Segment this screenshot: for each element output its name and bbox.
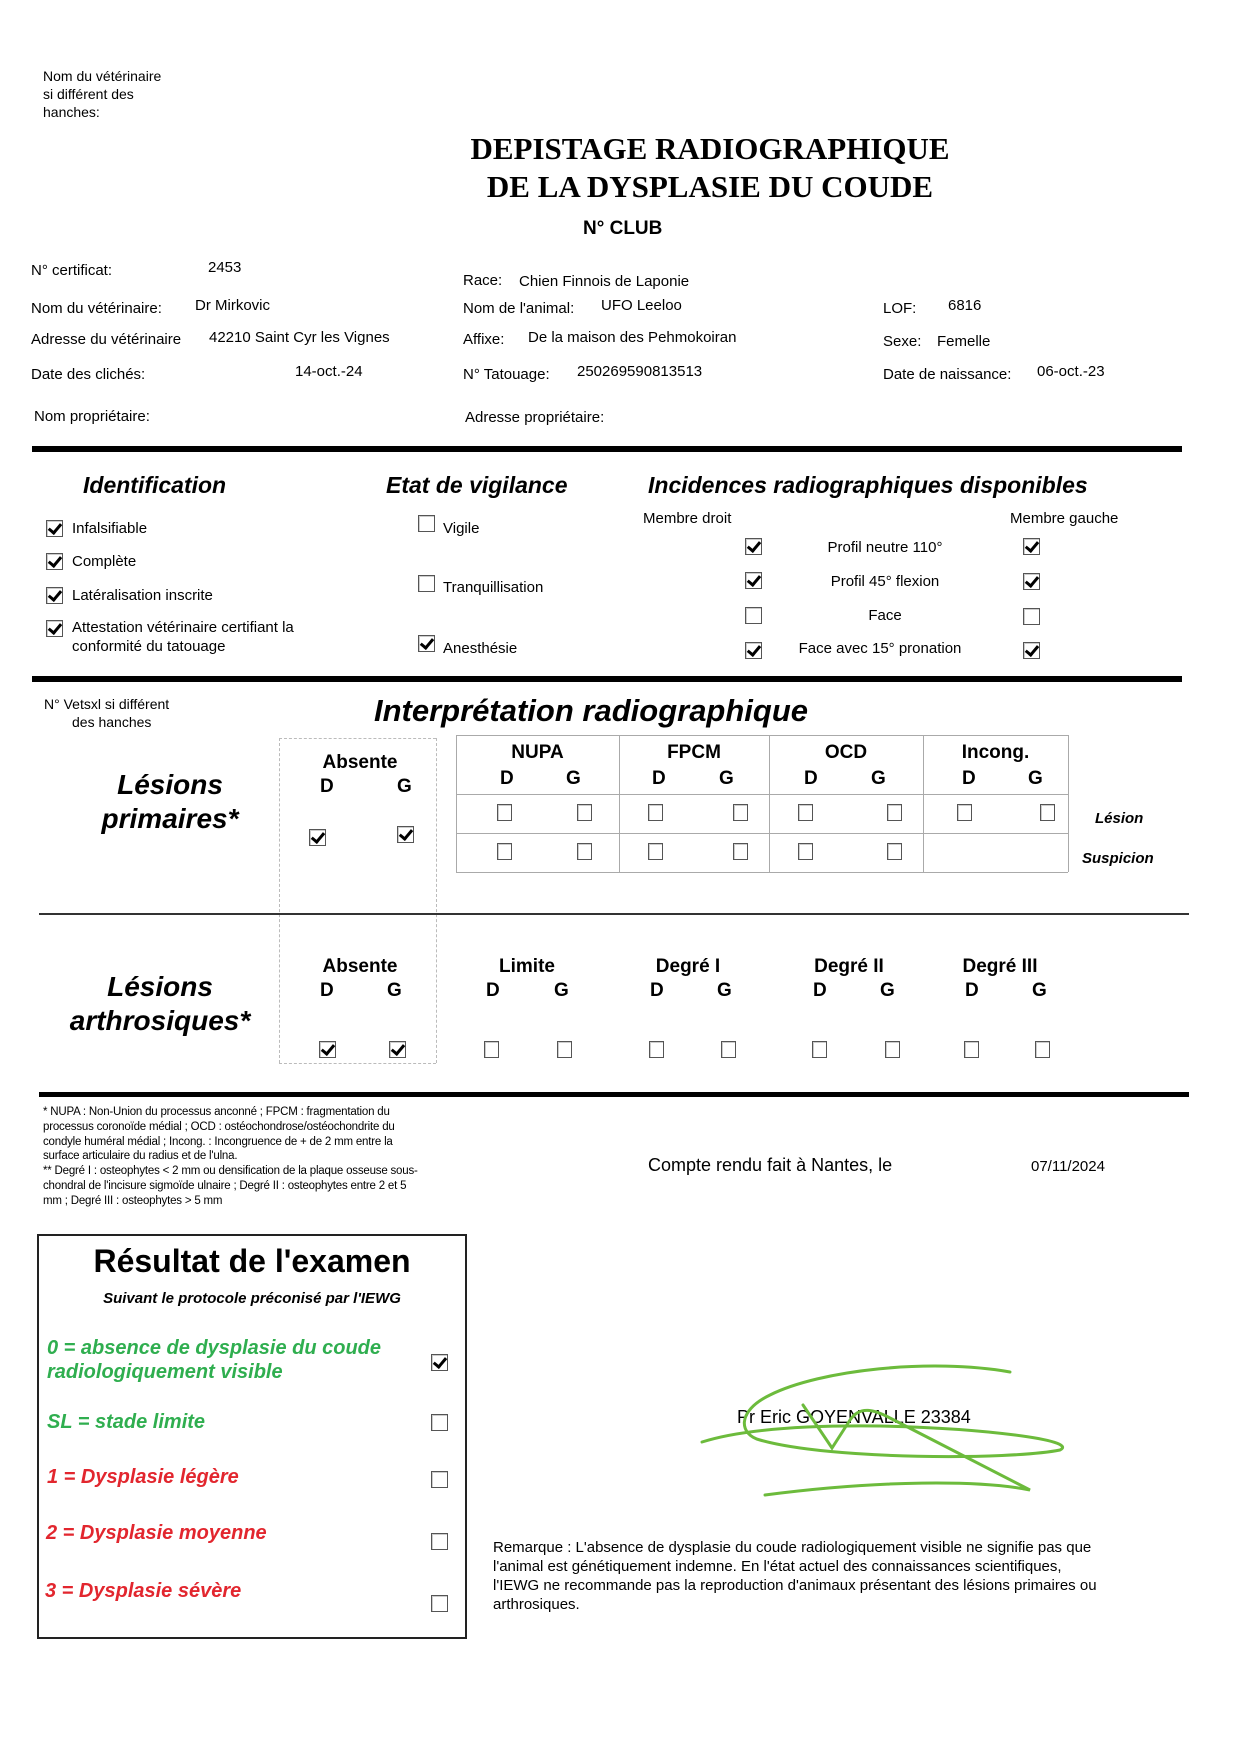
arthro-degre1-header: Degré I — [655, 956, 721, 977]
arthro-limite-g-checkbox[interactable] — [557, 1041, 572, 1058]
affixe-label: Affixe: — [463, 331, 505, 348]
fpcm-d-suspicion-checkbox[interactable] — [648, 843, 663, 860]
result-item-1: 1 = Dysplasie légère — [47, 1466, 239, 1488]
membre-droit-header: Membre droit — [643, 510, 732, 527]
nupa-g-lesion-checkbox[interactable] — [577, 804, 592, 821]
arthro-degre1-g-checkbox[interactable] — [721, 1041, 736, 1058]
infalsifiable-checkbox[interactable] — [46, 520, 63, 537]
fpcm-g: G — [719, 768, 734, 789]
compte-rendu-label: Compte rendu fait à Nantes, le — [648, 1155, 893, 1175]
adresse-vet-label: Adresse du vétérinaire — [31, 331, 182, 348]
divider — [39, 913, 1189, 915]
animal-label: Nom de l'animal: — [463, 300, 575, 317]
arthro-absente-d: D — [320, 980, 334, 1001]
interpretation-title: Interprétation radiographique — [374, 693, 809, 728]
complete-label: Complète — [72, 553, 137, 570]
lateralisation-label: Latéralisation inscrite — [72, 587, 213, 604]
arthro-limite-d-checkbox[interactable] — [484, 1041, 499, 1058]
remarque: Remarque : L'absence de dysplasie du coude radiologiquement visible ne signifie pas que l'animal est génétiquement indemne. En l'état actuel des connaissances scientifiques, l'IEWG ne recommande pas la reproduction d'animaux présentant des lésions primaires ou arthrosiques. — [493, 1539, 1097, 1613]
nupa-d-lesion-checkbox[interactable] — [497, 804, 512, 821]
result-1-checkbox[interactable] — [431, 1471, 448, 1488]
grid-row1 — [456, 794, 1068, 795]
lof-value: 6816 — [948, 297, 982, 314]
arthro-degre2-g: G — [880, 980, 895, 1001]
primaires-absente-d: D — [320, 776, 334, 797]
adresse-proprietaire-label: Adresse propriétaire: — [465, 409, 605, 426]
grid-top — [456, 735, 1068, 736]
lesion-row-label: Lésion — [1095, 810, 1144, 827]
lof-label: LOF: — [883, 300, 917, 317]
result-title: Résultat de l'examen — [93, 1243, 411, 1279]
sexe-value: Femelle — [937, 333, 991, 350]
adresse-vet-value: 42210 Saint Cyr les Vignes — [209, 329, 390, 346]
membre-gauche-header: Membre gauche — [1010, 510, 1119, 527]
arthro-degre3-d-checkbox[interactable] — [964, 1041, 979, 1058]
result-item-0: 0 = absence de dysplasie du coude radiologiquement visible — [47, 1337, 382, 1383]
page-title: DEPISTAGE RADIOGRAPHIQUE DE LA DYSPLASIE DU COUDE — [470, 131, 950, 204]
profil-neutre-label: Profil neutre 110° — [827, 539, 943, 556]
arthro-degre1-d-checkbox[interactable] — [649, 1041, 664, 1058]
result-sl-checkbox[interactable] — [431, 1414, 448, 1431]
nupa-d: D — [500, 768, 514, 789]
vigile-label: Vigile — [443, 520, 480, 537]
nupa-g: G — [566, 768, 581, 789]
infalsifiable-label: Infalsifiable — [72, 520, 148, 537]
nupa-header: NUPA — [511, 742, 564, 763]
arthro-absente-header: Absente — [322, 956, 398, 977]
date-cliches-value: 14-oct.-24 — [295, 363, 363, 380]
naissance-value: 06-oct.-23 — [1037, 363, 1105, 380]
animal-value: UFO Leeloo — [601, 297, 682, 314]
grid-row2 — [456, 833, 1068, 834]
divider — [32, 676, 1182, 682]
arthro-limite-header: Limite — [499, 956, 555, 977]
arthro-degre2-d: D — [813, 980, 827, 1001]
ocd-g-lesion-checkbox[interactable] — [887, 804, 902, 821]
arthro-degre3-header: Degré III — [962, 956, 1038, 977]
profil-neutre-gauche-checkbox[interactable] — [1023, 538, 1040, 555]
fpcm-header: FPCM — [667, 742, 721, 763]
ocd-d-lesion-checkbox[interactable] — [798, 804, 813, 821]
primaires-label: Lésions primaires* — [101, 769, 239, 834]
vet-note: Nom du vétérinaire si différent des hanches: — [43, 68, 162, 120]
attestation-label: Attestation vétérinaire certifiant la conformité du tatouage — [72, 619, 294, 655]
attestation-checkbox[interactable] — [46, 620, 63, 637]
face-pronation-droit-checkbox[interactable] — [745, 642, 762, 659]
fpcm-g-suspicion-checkbox[interactable] — [733, 843, 748, 860]
arthro-degre3-g-checkbox[interactable] — [1035, 1041, 1050, 1058]
grid-col4 — [1068, 735, 1069, 872]
result-item-3: 3 = Dysplasie sévère — [45, 1580, 242, 1602]
nupa-d-suspicion-checkbox[interactable] — [497, 843, 512, 860]
tranquillisation-checkbox[interactable] — [418, 575, 435, 592]
arthro-absente-d-checkbox[interactable] — [319, 1041, 336, 1058]
naissance-label: Date de naissance: — [883, 366, 1012, 383]
tranquillisation-label: Tranquillisation — [443, 579, 544, 596]
result-subtitle: Suivant le protocole préconisé par l'IEWG — [103, 1290, 401, 1307]
incong-header: Incong. — [961, 742, 1030, 763]
arthro-limite-d: D — [486, 980, 500, 1001]
result-0-checkbox[interactable] — [431, 1354, 448, 1371]
arthro-absente-g: G — [387, 980, 402, 1001]
ocd-g: G — [871, 768, 886, 789]
anesthesie-label: Anesthésie — [443, 640, 518, 657]
result-item-2: 2 = Dysplasie moyenne — [46, 1522, 267, 1544]
primaires-absente-d-checkbox[interactable] — [309, 829, 326, 846]
signature-name: Pr Eric GOYENVALLE 23384 — [737, 1407, 971, 1427]
race-label: Race: — [463, 272, 503, 289]
identification-title: Identification — [83, 472, 227, 498]
face-pronation-label: Face avec 15° pronation — [798, 640, 962, 657]
grid-bottom — [456, 872, 1068, 873]
lateralisation-checkbox[interactable] — [46, 587, 63, 604]
arthro-degre2-g-checkbox[interactable] — [885, 1041, 900, 1058]
incong-d: D — [962, 768, 976, 789]
nupa-g-suspicion-checkbox[interactable] — [577, 843, 592, 860]
arthro-degre1-g: G — [717, 980, 732, 1001]
incong-g-lesion-checkbox[interactable] — [1040, 804, 1055, 821]
certificat-value: 2453 — [208, 259, 242, 276]
vetsxl-note: N° Vetsxl si différent des hanches — [44, 696, 170, 730]
arthro-limite-g: G — [554, 980, 569, 1001]
divider — [32, 446, 1182, 452]
face-pronation-gauche-checkbox[interactable] — [1023, 642, 1040, 659]
primaires-absente-g: G — [397, 776, 412, 797]
primaires-absente-g-checkbox[interactable] — [397, 826, 414, 843]
sexe-label: Sexe: — [883, 333, 922, 350]
vigile-checkbox[interactable] — [418, 515, 435, 532]
arthro-degre2-header: Degré II — [814, 956, 884, 977]
profil-45-gauche-checkbox[interactable] — [1023, 573, 1040, 590]
race-value: Chien Finnois de Laponie — [519, 273, 690, 290]
ocd-d: D — [804, 768, 818, 789]
face-label: Face — [868, 607, 902, 624]
arthro-degre2-d-checkbox[interactable] — [812, 1041, 827, 1058]
complete-checkbox[interactable] — [46, 553, 63, 570]
tatouage-value: 250269590813513 — [577, 363, 703, 380]
arthro-degre1-d: D — [650, 980, 664, 1001]
proprietaire-label: Nom propriétaire: — [34, 408, 150, 425]
divider — [39, 1092, 1189, 1097]
ocd-g-suspicion-checkbox[interactable] — [887, 843, 902, 860]
absente-box-bottom — [279, 1063, 436, 1064]
affixe-value: De la maison des Pehmokoiran — [528, 329, 737, 346]
tatouage-label: N° Tatouage: — [463, 366, 550, 383]
fpcm-d-lesion-checkbox[interactable] — [648, 804, 663, 821]
signature-scribble-icon — [680, 1340, 1080, 1510]
arthro-degre3-g: G — [1032, 980, 1047, 1001]
arthro-degre3-d: D — [965, 980, 979, 1001]
profil-45-label: Profil 45° flexion — [830, 573, 940, 590]
ocd-header: OCD — [824, 742, 868, 763]
certificat-label: N° certificat: — [31, 262, 113, 279]
absente-box-right — [436, 738, 437, 1063]
anesthesie-checkbox[interactable] — [418, 635, 435, 652]
profil-neutre-droit-checkbox[interactable] — [745, 538, 762, 555]
result-2-checkbox[interactable] — [431, 1533, 448, 1550]
ocd-d-suspicion-checkbox[interactable] — [798, 843, 813, 860]
footnote: * NUPA : Non-Union du processus anconné ; FPCM : fragmentation du processus coronoïde médial ; OCD : ostéochondrose/ostéochondrite du condyle huméral médial ; Incong. : Incongruence de + de 2 mm entre la surface articulaire du radius et de l'ulna. ** Degré I : osteophytes < 2 mm ou densification de la plaque osseuse sous- chondral de l'incisure sigmoïde ulnaire ; Degré II : osteophytes entre 2 et 5 mm ; Degré III : osteophytes > 5 mm — [43, 1106, 418, 1207]
fpcm-g-lesion-checkbox[interactable] — [733, 804, 748, 821]
face-gauche-checkbox[interactable] — [1023, 608, 1040, 625]
arthro-absente-g-checkbox[interactable] — [389, 1041, 406, 1058]
date-cliches-label: Date des clichés: — [31, 366, 146, 383]
suspicion-row-label: Suspicion — [1082, 850, 1154, 867]
compte-rendu-date: 07/11/2024 — [1031, 1158, 1105, 1175]
incidences-title: Incidences radiographiques disponibles — [648, 472, 1088, 498]
face-droit-checkbox[interactable] — [745, 607, 762, 624]
club-label: N° CLUB — [583, 218, 663, 239]
fpcm-d: D — [652, 768, 666, 789]
arthrosiques-label: Lésions arthrosiques* — [69, 971, 251, 1036]
incong-g: G — [1028, 768, 1043, 789]
incong-d-lesion-checkbox[interactable] — [957, 804, 972, 821]
result-item-sl: SL = stade limite — [47, 1411, 206, 1433]
result-3-checkbox[interactable] — [431, 1595, 448, 1612]
veterinaire-value: Dr Mirkovic — [195, 297, 270, 314]
absente-box-top — [279, 738, 436, 739]
veterinaire-label: Nom du vétérinaire: — [31, 300, 162, 317]
primaires-absente-header: Absente — [322, 752, 398, 773]
profil-45-droit-checkbox[interactable] — [745, 572, 762, 589]
vigilance-title: Etat de vigilance — [386, 472, 568, 498]
